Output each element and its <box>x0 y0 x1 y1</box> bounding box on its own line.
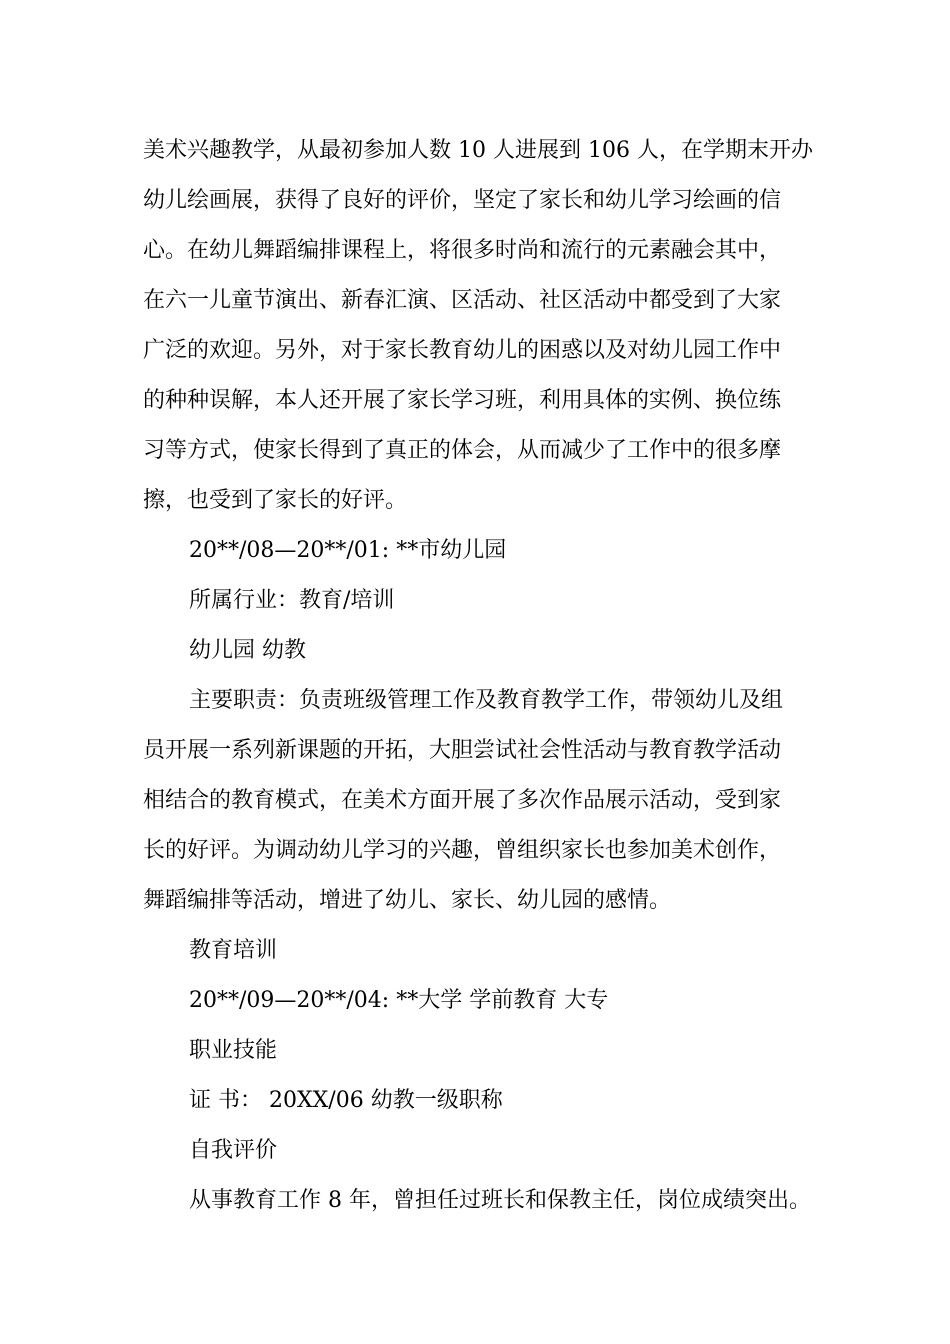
education-heading: 教育培训 <box>189 938 278 963</box>
paragraph-line: 幼儿绘画展，获得了良好的评价，坚定了家长和幼儿学习绘画的信 <box>143 188 782 213</box>
paragraph-line: 广泛的欢迎。另外，对于家长教育幼儿的困惑以及对幼儿园工作中 <box>143 338 782 363</box>
duties-line: 舞蹈编排等活动，增进了幼儿、家长、幼儿园的感情。 <box>143 888 672 913</box>
position: 幼儿园 幼教 <box>189 638 306 663</box>
paragraph-line: 美术兴趣教学，从最初参加人数 10 人进展到 106 人，在学期末开办 <box>143 138 813 163</box>
paragraph-line: 在六一儿童节演出、新春汇演、区活动、社区活动中都受到了大家 <box>143 288 782 313</box>
paragraph-line: 心。在幼儿舞蹈编排课程上，将很多时尚和流行的元素融会其中， <box>143 238 782 263</box>
education-entry: 20**/09—20**/04: **大学 学前教育 大专 <box>189 988 609 1013</box>
self-eval-heading: 自我评价 <box>189 1138 278 1163</box>
self-eval-text: 从事教育工作 8 年，曾担任过班长和保教主任，岗位成绩突出。 <box>189 1188 811 1213</box>
paragraph-line: 的种种误解，本人还开展了家长学习班，利用具体的实例、换位练 <box>143 388 782 413</box>
certificate: 证 书： 20XX/06 幼教一级职称 <box>189 1088 503 1113</box>
paragraph-line: 习等方式，使家长得到了真正的体会，从而减少了工作中的很多摩 <box>143 438 782 463</box>
industry: 所属行业：教育/培训 <box>189 588 395 613</box>
skills-heading: 职业技能 <box>189 1038 278 1063</box>
paragraph-line: 擦，也受到了家长的好评。 <box>143 488 408 513</box>
job-period: 20**/08—20**/01: **市幼儿园 <box>189 538 507 563</box>
duties-line: 员开展一系列新课题的开拓，大胆尝试社会性活动与教育教学活动 <box>143 738 782 763</box>
duties-line: 相结合的教育模式，在美术方面开展了多次作品展示活动，受到家 <box>143 788 782 813</box>
duties-line: 长的好评。为调动幼儿学习的兴趣，曾组织家长也参加美术创作， <box>143 838 782 863</box>
duties-line: 主要职责：负责班级管理工作及教育教学工作，带领幼儿及组 <box>189 688 784 713</box>
